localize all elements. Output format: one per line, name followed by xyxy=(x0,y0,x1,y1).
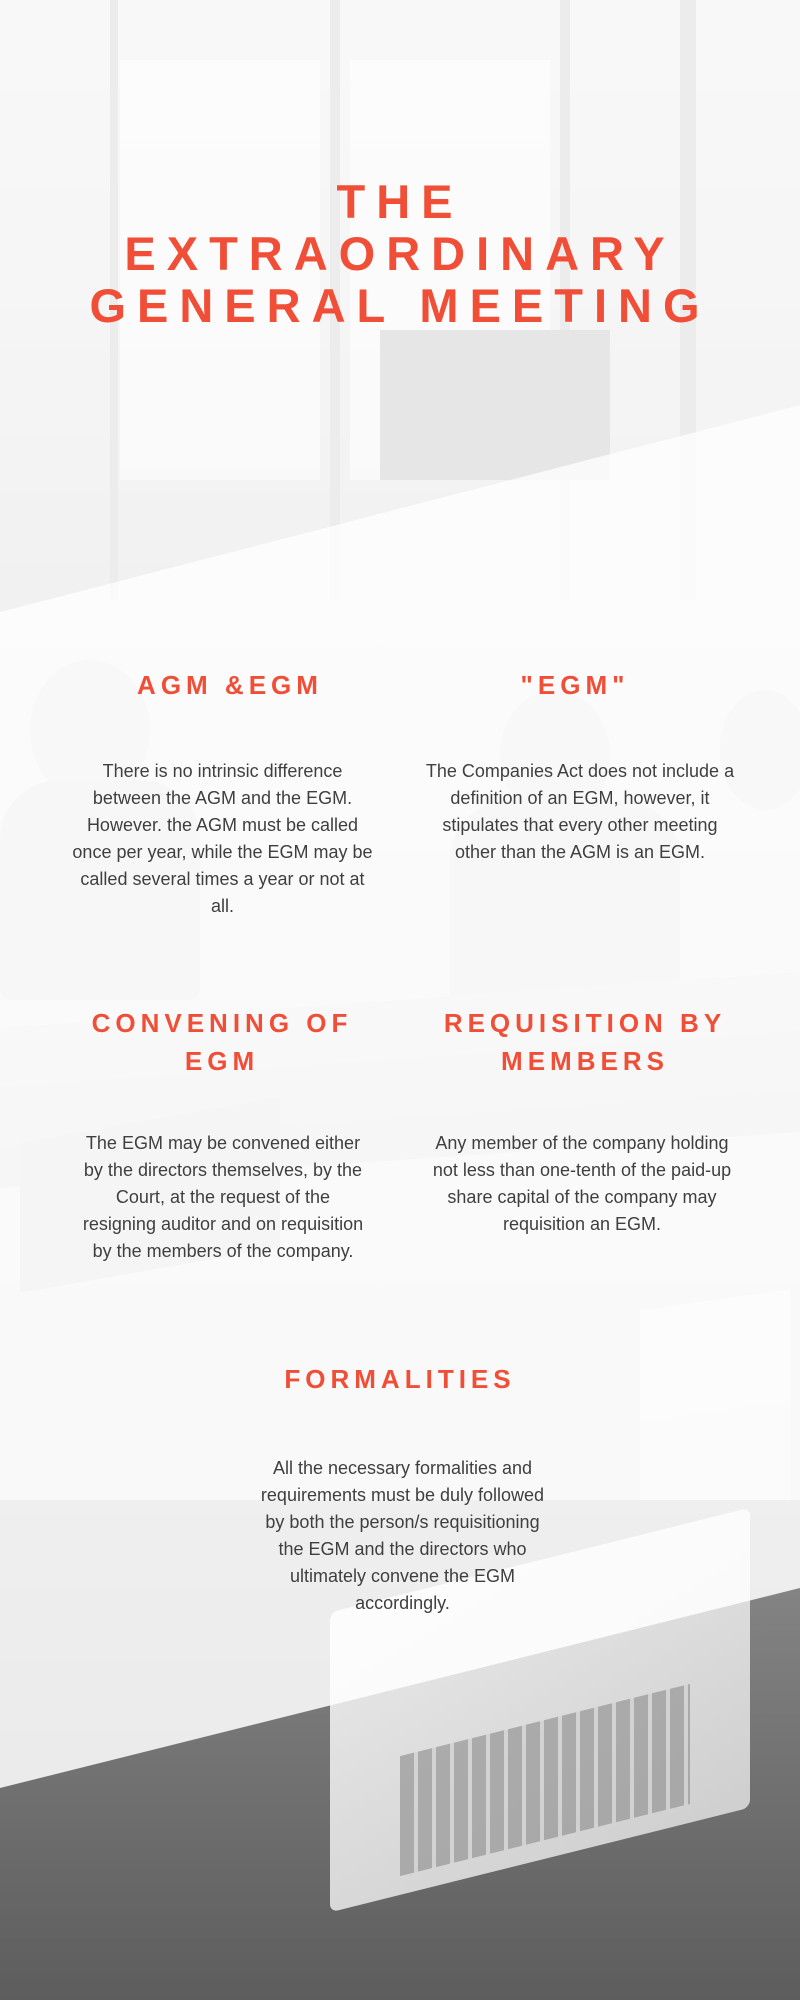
section-heading-agm-egm: AGM &EGM xyxy=(137,670,323,700)
section-body-egm-definition: The Companies Act does not include a definition of an EGM, however, it stipulates that every other meeting other than the AGM is an EGM. xyxy=(425,761,735,862)
section-body-convening: The EGM may be convened either by the directors themselves, by the Court, at the request of the resigning auditor and on requisition by the members of the company. xyxy=(82,1133,364,1261)
section-heading-requisition: REQUISITION BY MEMBERS xyxy=(443,1008,727,1076)
title-line-2: EXTRAORDINARY xyxy=(124,227,676,280)
section-heading-convening: CONVENING OF EGM xyxy=(91,1008,353,1076)
title-line-3: GENERAL MEETING xyxy=(89,279,711,332)
section-heading-egm-definition: "EGM" xyxy=(520,670,630,700)
section-heading-formalities: FORMALITIES xyxy=(284,1364,516,1394)
section-body-agm-egm: There is no intrinsic difference between the AGM and the EGM. However. the AGM must be called once per year, while the EGM may be called several times a year or not at all. xyxy=(72,761,373,916)
title-line-1: THE xyxy=(336,175,464,228)
page-title xyxy=(0,176,800,332)
section-body-requisition: Any member of the company holding not less than one-tenth of the paid-up share capital of the company may requisition an EGM. xyxy=(432,1133,732,1234)
section-body-formalities: All the necessary formalities and requirements must be duly followed by both the person/s requisitioning the EGM and the directors who ultimately convene the EGM accordingly. xyxy=(260,1458,545,1613)
